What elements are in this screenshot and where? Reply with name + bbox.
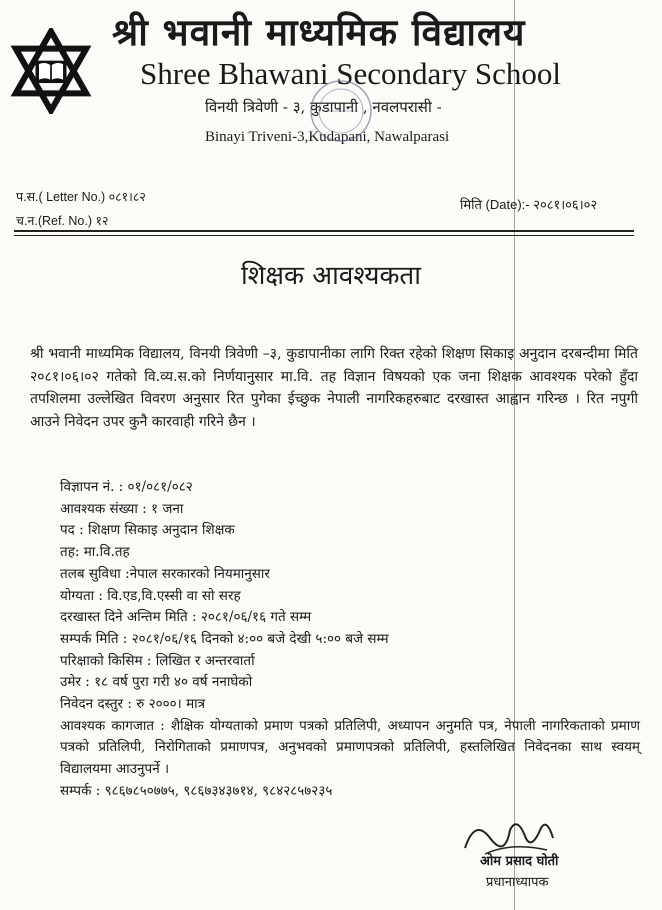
field-salary: तलब सुविधा :नेपाल सरकारको नियमानुसार <box>60 565 270 582</box>
notice-title: शिक्षक आवश्यकता <box>241 261 421 291</box>
field-required-count: आवश्यक संख्या : १ जना <box>60 500 184 517</box>
address-english: Binayi Triveni-3,Kudapani, Nawalparasi <box>205 129 450 145</box>
star-book-emblem-icon <box>8 28 94 114</box>
school-name-nepali: श्री भवानी माध्यमिक विद्यालय <box>112 10 526 54</box>
field-qualification: योग्यता : वि.एड,वि.एस्सी वा सो सरह <box>60 587 241 604</box>
header-divider-thin <box>14 235 634 236</box>
field-contact: सम्पर्क : ९८६७८५०७७५, ९८६७३४३७१४, ९८४२८५७२३५ <box>60 782 333 799</box>
paper-fold-line <box>514 0 515 910</box>
field-contact-date: सम्पर्क मिति : २०८१/०६/१६ दिनको ४:०० बजे देखी ५:०० बजे सम्म <box>60 630 389 647</box>
reference-number: च.न.(Ref. No.) १२ <box>16 214 109 228</box>
notice-body: श्री भवानी माध्यमिक विद्यालय, विनयी त्रिवेणी –३, कुडापानीका लागि रिक्त रहेको शिक्षण सिकाइ अनुदान दरबन्दीमा मिति २०८१।०६।०२ गतेको वि.व्य.स.को निर्णयानुसार मा.वि. तह विज्ञान विषयको एक जना शिक्षक आवश्यक परेको हुँदा तपशिलमा उल्लेखित विवरण अनुसार रित पुगेका ईच्छुक नेपाली नागरिकहरुबाट दरखास्त आह्वान गरिन्छ । रित नपुगी आउने निवेदन उपर कुनै कारवाही गरिने छैन । <box>30 346 638 430</box>
field-age: उमेर : १८ वर्ष पुरा गरी ४० वर्ष ननाघेको <box>60 674 253 691</box>
field-deadline: दरखास्त दिने अन्तिम मिति : २०८१/०६/१६ गते सम्म <box>60 609 312 626</box>
letter-number: प.स.( Letter No.) ०८१।८२ <box>16 190 146 204</box>
signatory-designation: प्रधानाध्यापक <box>486 875 549 890</box>
vacancy-details <box>60 477 640 803</box>
field-advertisement-no: विज्ञापन नं. : ०१/०८१/०८२ <box>60 479 193 495</box>
header-divider <box>14 230 634 232</box>
field-documents: आवश्यक कागजात : शैक्षिक योग्यताको प्रमाण पत्रको प्रतिलिपी, अध्यापन अनुमति पत्र, नेपाली नागरिकताको प्रमाण पत्रको प्रतिलिपी, निरोगिताको प्रमाणपत्र, अनुभवको प्रमाणपत्रको प्रतिलिपी, हस्तलिखित निवेदनका साथ स्वयम् विद्यालयमा आउनुपर्ने । <box>60 717 640 778</box>
address-nepali: विनयी त्रिवेणी - ३, कुडापानी , नवलपरासी - <box>205 98 442 116</box>
field-level: तह: मा.वि.तह <box>60 544 130 561</box>
school-seal-icon <box>308 78 374 144</box>
field-post: पद : शिक्षण सिकाइ अनुदान शिक्षक <box>60 522 235 539</box>
letter-date: मिति (Date):- २०८१।०६।०२ <box>460 197 598 212</box>
school-name-english: Shree Bhawani Secondary School <box>140 56 561 91</box>
field-exam-type: परिक्षाको किसिम : लिखित र अन्तरवार्ता <box>60 652 255 669</box>
field-fee: निवेदन दस्तुर : रु २०००। मात्र <box>60 696 206 713</box>
signatory-name: ओम प्रसाद घोती <box>480 854 559 869</box>
